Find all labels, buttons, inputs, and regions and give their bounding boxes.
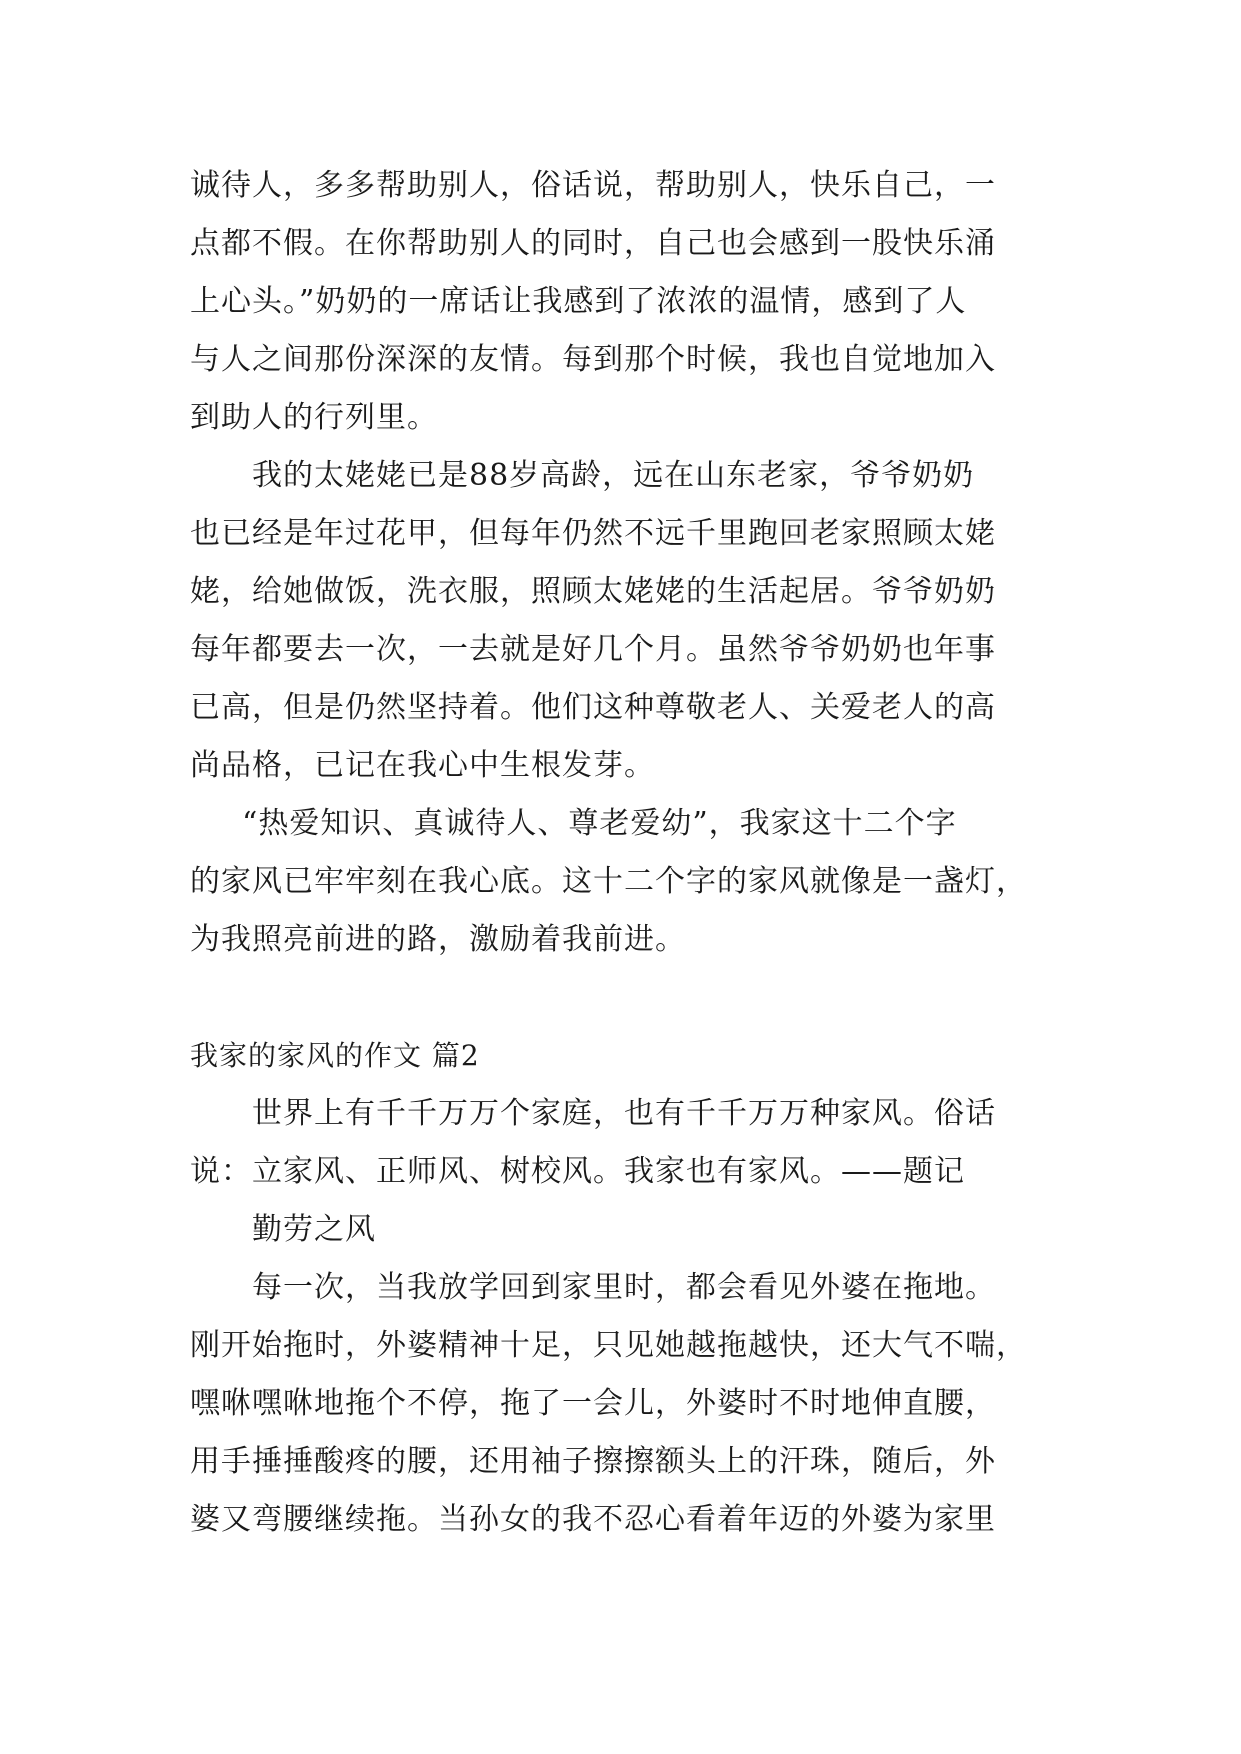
paragraph-line: 用手捶捶酸疼的腰，还用袖子擦擦额头上的汗珠，随后，外 xyxy=(190,1444,996,1479)
paragraph-line: 世界上有千千万万个家庭，也有千千万万种家风。俗话 xyxy=(252,1096,996,1131)
paragraph-line: 婆又弯腰继续拖。当孙女的我不忍心看着年迈的外婆为家里 xyxy=(190,1502,996,1537)
paragraph-line: 的家风已牢牢刻在我心底。这十二个字的家风就像是一盏灯， xyxy=(190,864,1027,899)
paragraph-line: 说：立家风、正师风、树校风。我家也有家风。——题记 xyxy=(190,1154,965,1189)
paragraph-line: “热爱知识、真诚待人、尊老爱幼”，我家这十二个字 xyxy=(242,806,957,841)
paragraph-line: 姥，给她做饭，洗衣服，照顾太姥姥的生活起居。爷爷奶奶 xyxy=(190,574,996,609)
paragraph-line: 点都不假。在你帮助别人的同时，自己也会感到一股快乐涌 xyxy=(190,226,996,261)
paragraph-line: 诚待人，多多帮助别人，俗话说，帮助别人，快乐自己，一 xyxy=(190,168,996,203)
paragraph-line: 与人之间那份深深的友情。每到那个时候，我也自觉地加入 xyxy=(190,342,996,377)
paragraph-line: 刚开始拖时，外婆精神十足，只见她越拖越快，还大气不喘， xyxy=(190,1328,1027,1363)
section-title: 我家的家风的作文 篇2 xyxy=(190,1039,480,1072)
paragraph-line: 也已经是年过花甲，但每年仍然不远千里跑回老家照顾太姥 xyxy=(190,516,996,551)
subheading: 勤劳之风 xyxy=(252,1212,376,1247)
paragraph-line: 每年都要去一次，一去就是好几个月。虽然爷爷奶奶也年事 xyxy=(190,632,996,667)
paragraph-line: 上心头。”奶奶的一席话让我感到了浓浓的温情，感到了人 xyxy=(190,284,967,319)
paragraph-line: 我的太姥姥已是88岁高龄，远在山东老家，爷爷奶奶 xyxy=(252,458,975,493)
paragraph-line: 尚品格，已记在我心中生根发芽。 xyxy=(190,748,655,783)
paragraph-line: 到助人的行列里。 xyxy=(190,400,438,435)
paragraph-line: 为我照亮前进的路，激励着我前进。 xyxy=(190,922,686,957)
paragraph-line: 已高，但是仍然坚持着。他们这种尊敬老人、关爱老人的高 xyxy=(190,690,996,725)
paragraph-line: 每一次，当我放学回到家里时，都会看见外婆在拖地。 xyxy=(252,1270,996,1305)
paragraph-line: 嘿咻嘿咻地拖个不停，拖了一会儿，外婆时不时地伸直腰， xyxy=(190,1386,996,1421)
